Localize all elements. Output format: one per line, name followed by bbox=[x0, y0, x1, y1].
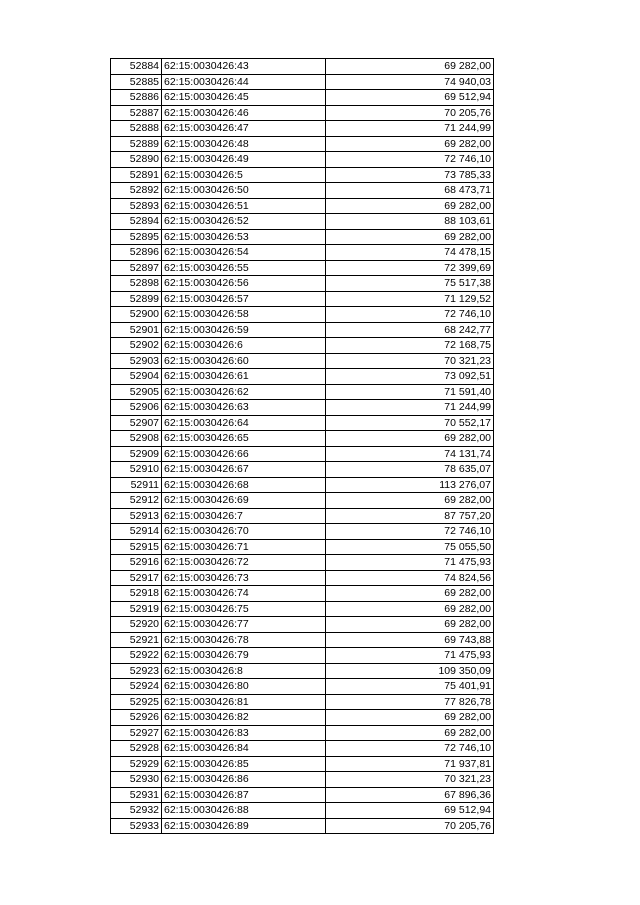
cadastral-number-cell: 62:15:0030426:87 bbox=[162, 787, 326, 803]
value-cell: 69 282,00 bbox=[326, 493, 494, 509]
row-id-cell: 52931 bbox=[111, 787, 162, 803]
cadastral-number-cell: 62:15:0030426:70 bbox=[162, 524, 326, 540]
table-row bbox=[111, 663, 494, 679]
value-cell: 71 591,40 bbox=[326, 384, 494, 400]
row-id-cell: 52885 bbox=[111, 74, 162, 90]
row-id-cell: 52886 bbox=[111, 90, 162, 106]
cadastral-number-cell: 62:15:0030426:54 bbox=[162, 245, 326, 261]
table-row bbox=[111, 338, 494, 354]
value-cell: 69 512,94 bbox=[326, 90, 494, 106]
row-id-cell: 52917 bbox=[111, 570, 162, 586]
cadastral-number-cell: 62:15:0030426:79 bbox=[162, 648, 326, 664]
value-cell: 74 131,74 bbox=[326, 446, 494, 462]
value-cell: 69 512,94 bbox=[326, 803, 494, 819]
cadastral-number-cell: 62:15:0030426:5 bbox=[162, 167, 326, 183]
value-cell: 77 826,78 bbox=[326, 694, 494, 710]
row-id-cell: 52889 bbox=[111, 136, 162, 152]
cadastral-value-table bbox=[110, 58, 494, 834]
value-cell: 74 478,15 bbox=[326, 245, 494, 261]
row-id-cell: 52893 bbox=[111, 198, 162, 214]
row-id-cell: 52921 bbox=[111, 632, 162, 648]
table-row bbox=[111, 803, 494, 819]
cadastral-number-cell: 62:15:0030426:53 bbox=[162, 229, 326, 245]
table-body bbox=[111, 59, 494, 834]
cadastral-number-cell: 62:15:0030426:58 bbox=[162, 307, 326, 323]
row-id-cell: 52900 bbox=[111, 307, 162, 323]
table-row bbox=[111, 694, 494, 710]
value-cell: 75 517,38 bbox=[326, 276, 494, 292]
cadastral-number-cell: 62:15:0030426:8 bbox=[162, 663, 326, 679]
value-cell: 72 168,75 bbox=[326, 338, 494, 354]
table-row bbox=[111, 772, 494, 788]
row-id-cell: 52887 bbox=[111, 105, 162, 121]
row-id-cell: 52920 bbox=[111, 617, 162, 633]
value-cell: 75 055,50 bbox=[326, 539, 494, 555]
table-row bbox=[111, 245, 494, 261]
table-row bbox=[111, 462, 494, 478]
table-row bbox=[111, 183, 494, 199]
cadastral-number-cell: 62:15:0030426:64 bbox=[162, 415, 326, 431]
value-cell: 72 746,10 bbox=[326, 152, 494, 168]
value-cell: 71 937,81 bbox=[326, 756, 494, 772]
row-id-cell: 52932 bbox=[111, 803, 162, 819]
value-cell: 70 321,23 bbox=[326, 353, 494, 369]
table-row bbox=[111, 384, 494, 400]
cadastral-number-cell: 62:15:0030426:47 bbox=[162, 121, 326, 137]
value-cell: 72 746,10 bbox=[326, 524, 494, 540]
value-cell: 75 401,91 bbox=[326, 679, 494, 695]
cadastral-number-cell: 62:15:0030426:77 bbox=[162, 617, 326, 633]
table-row bbox=[111, 214, 494, 230]
value-cell: 68 473,71 bbox=[326, 183, 494, 199]
table-row bbox=[111, 276, 494, 292]
table-row bbox=[111, 632, 494, 648]
row-id-cell: 52926 bbox=[111, 710, 162, 726]
row-id-cell: 52912 bbox=[111, 493, 162, 509]
cadastral-number-cell: 62:15:0030426:75 bbox=[162, 601, 326, 617]
row-id-cell: 52929 bbox=[111, 756, 162, 772]
row-id-cell: 52901 bbox=[111, 322, 162, 338]
table-row bbox=[111, 648, 494, 664]
row-id-cell: 52903 bbox=[111, 353, 162, 369]
cadastral-number-cell: 62:15:0030426:57 bbox=[162, 291, 326, 307]
row-id-cell: 52924 bbox=[111, 679, 162, 695]
cadastral-number-cell: 62:15:0030426:52 bbox=[162, 214, 326, 230]
cadastral-number-cell: 62:15:0030426:65 bbox=[162, 431, 326, 447]
row-id-cell: 52891 bbox=[111, 167, 162, 183]
table-row bbox=[111, 725, 494, 741]
value-cell: 70 321,23 bbox=[326, 772, 494, 788]
table-row bbox=[111, 601, 494, 617]
table-row bbox=[111, 260, 494, 276]
row-id-cell: 52918 bbox=[111, 586, 162, 602]
value-cell: 69 282,00 bbox=[326, 431, 494, 447]
table-row bbox=[111, 524, 494, 540]
value-cell: 69 282,00 bbox=[326, 136, 494, 152]
table-row bbox=[111, 307, 494, 323]
table-row bbox=[111, 586, 494, 602]
value-cell: 74 824,56 bbox=[326, 570, 494, 586]
row-id-cell: 52930 bbox=[111, 772, 162, 788]
cadastral-number-cell: 62:15:0030426:80 bbox=[162, 679, 326, 695]
value-cell: 69 282,00 bbox=[326, 59, 494, 75]
row-id-cell: 52916 bbox=[111, 555, 162, 571]
cadastral-number-cell: 62:15:0030426:56 bbox=[162, 276, 326, 292]
cadastral-number-cell: 62:15:0030426:74 bbox=[162, 586, 326, 602]
value-cell: 88 103,61 bbox=[326, 214, 494, 230]
value-cell: 71 244,99 bbox=[326, 121, 494, 137]
row-id-cell: 52894 bbox=[111, 214, 162, 230]
table-row bbox=[111, 152, 494, 168]
cadastral-number-cell: 62:15:0030426:59 bbox=[162, 322, 326, 338]
table-row bbox=[111, 508, 494, 524]
value-cell: 113 276,07 bbox=[326, 477, 494, 493]
row-id-cell: 52915 bbox=[111, 539, 162, 555]
cadastral-number-cell: 62:15:0030426:89 bbox=[162, 818, 326, 834]
cadastral-number-cell: 62:15:0030426:48 bbox=[162, 136, 326, 152]
table-row bbox=[111, 353, 494, 369]
value-cell: 71 129,52 bbox=[326, 291, 494, 307]
cadastral-number-cell: 62:15:0030426:66 bbox=[162, 446, 326, 462]
row-id-cell: 52898 bbox=[111, 276, 162, 292]
table-row bbox=[111, 431, 494, 447]
cadastral-number-cell: 62:15:0030426:61 bbox=[162, 369, 326, 385]
row-id-cell: 52914 bbox=[111, 524, 162, 540]
row-id-cell: 52922 bbox=[111, 648, 162, 664]
cadastral-number-cell: 62:15:0030426:67 bbox=[162, 462, 326, 478]
row-id-cell: 52892 bbox=[111, 183, 162, 199]
row-id-cell: 52888 bbox=[111, 121, 162, 137]
table-row bbox=[111, 59, 494, 75]
cadastral-number-cell: 62:15:0030426:63 bbox=[162, 400, 326, 416]
value-cell: 69 282,00 bbox=[326, 725, 494, 741]
value-cell: 73 092,51 bbox=[326, 369, 494, 385]
row-id-cell: 52919 bbox=[111, 601, 162, 617]
row-id-cell: 52913 bbox=[111, 508, 162, 524]
cadastral-number-cell: 62:15:0030426:83 bbox=[162, 725, 326, 741]
row-id-cell: 52884 bbox=[111, 59, 162, 75]
table-row bbox=[111, 400, 494, 416]
cadastral-number-cell: 62:15:0030426:85 bbox=[162, 756, 326, 772]
value-cell: 67 896,36 bbox=[326, 787, 494, 803]
row-id-cell: 52897 bbox=[111, 260, 162, 276]
row-id-cell: 52904 bbox=[111, 369, 162, 385]
cadastral-number-cell: 62:15:0030426:46 bbox=[162, 105, 326, 121]
value-cell: 71 475,93 bbox=[326, 648, 494, 664]
cadastral-number-cell: 62:15:0030426:88 bbox=[162, 803, 326, 819]
row-id-cell: 52895 bbox=[111, 229, 162, 245]
cadastral-number-cell: 62:15:0030426:45 bbox=[162, 90, 326, 106]
row-id-cell: 52907 bbox=[111, 415, 162, 431]
table-row bbox=[111, 322, 494, 338]
row-id-cell: 52909 bbox=[111, 446, 162, 462]
table-row bbox=[111, 493, 494, 509]
cadastral-number-cell: 62:15:0030426:51 bbox=[162, 198, 326, 214]
table-row bbox=[111, 446, 494, 462]
value-cell: 71 475,93 bbox=[326, 555, 494, 571]
value-cell: 69 282,00 bbox=[326, 586, 494, 602]
value-cell: 74 940,03 bbox=[326, 74, 494, 90]
table-row bbox=[111, 291, 494, 307]
table-row bbox=[111, 105, 494, 121]
cadastral-number-cell: 62:15:0030426:86 bbox=[162, 772, 326, 788]
cadastral-number-cell: 62:15:0030426:68 bbox=[162, 477, 326, 493]
value-cell: 69 282,00 bbox=[326, 198, 494, 214]
cadastral-number-cell: 62:15:0030426:49 bbox=[162, 152, 326, 168]
cadastral-number-cell: 62:15:0030426:84 bbox=[162, 741, 326, 757]
value-cell: 69 282,00 bbox=[326, 601, 494, 617]
table-row bbox=[111, 74, 494, 90]
row-id-cell: 52905 bbox=[111, 384, 162, 400]
value-cell: 78 635,07 bbox=[326, 462, 494, 478]
data-sheet bbox=[110, 58, 494, 834]
table-row bbox=[111, 539, 494, 555]
cadastral-number-cell: 62:15:0030426:50 bbox=[162, 183, 326, 199]
table-row bbox=[111, 198, 494, 214]
value-cell: 69 282,00 bbox=[326, 710, 494, 726]
value-cell: 70 552,17 bbox=[326, 415, 494, 431]
table-row bbox=[111, 818, 494, 834]
row-id-cell: 52906 bbox=[111, 400, 162, 416]
row-id-cell: 52928 bbox=[111, 741, 162, 757]
cadastral-number-cell: 62:15:0030426:44 bbox=[162, 74, 326, 90]
value-cell: 71 244,99 bbox=[326, 400, 494, 416]
row-id-cell: 52902 bbox=[111, 338, 162, 354]
value-cell: 72 746,10 bbox=[326, 307, 494, 323]
cadastral-number-cell: 62:15:0030426:82 bbox=[162, 710, 326, 726]
table-row bbox=[111, 415, 494, 431]
value-cell: 68 242,77 bbox=[326, 322, 494, 338]
value-cell: 109 350,09 bbox=[326, 663, 494, 679]
table-row bbox=[111, 710, 494, 726]
table-row bbox=[111, 90, 494, 106]
row-id-cell: 52890 bbox=[111, 152, 162, 168]
table-row bbox=[111, 756, 494, 772]
table-row bbox=[111, 136, 494, 152]
cadastral-number-cell: 62:15:0030426:60 bbox=[162, 353, 326, 369]
row-id-cell: 52899 bbox=[111, 291, 162, 307]
table-row bbox=[111, 787, 494, 803]
value-cell: 73 785,33 bbox=[326, 167, 494, 183]
row-id-cell: 52925 bbox=[111, 694, 162, 710]
value-cell: 69 743,88 bbox=[326, 632, 494, 648]
row-id-cell: 52927 bbox=[111, 725, 162, 741]
value-cell: 87 757,20 bbox=[326, 508, 494, 524]
cadastral-number-cell: 62:15:0030426:71 bbox=[162, 539, 326, 555]
table-row bbox=[111, 555, 494, 571]
cadastral-number-cell: 62:15:0030426:55 bbox=[162, 260, 326, 276]
cadastral-number-cell: 62:15:0030426:81 bbox=[162, 694, 326, 710]
table-row bbox=[111, 477, 494, 493]
value-cell: 72 746,10 bbox=[326, 741, 494, 757]
cadastral-number-cell: 62:15:0030426:62 bbox=[162, 384, 326, 400]
cadastral-number-cell: 62:15:0030426:73 bbox=[162, 570, 326, 586]
cadastral-number-cell: 62:15:0030426:72 bbox=[162, 555, 326, 571]
row-id-cell: 52933 bbox=[111, 818, 162, 834]
cadastral-number-cell: 62:15:0030426:6 bbox=[162, 338, 326, 354]
table-row bbox=[111, 121, 494, 137]
cadastral-number-cell: 62:15:0030426:78 bbox=[162, 632, 326, 648]
row-id-cell: 52911 bbox=[111, 477, 162, 493]
table-row bbox=[111, 229, 494, 245]
row-id-cell: 52923 bbox=[111, 663, 162, 679]
table-row bbox=[111, 369, 494, 385]
table-row bbox=[111, 167, 494, 183]
table-row bbox=[111, 617, 494, 633]
value-cell: 70 205,76 bbox=[326, 105, 494, 121]
value-cell: 69 282,00 bbox=[326, 229, 494, 245]
table-row bbox=[111, 741, 494, 757]
table-row bbox=[111, 570, 494, 586]
row-id-cell: 52910 bbox=[111, 462, 162, 478]
table-row bbox=[111, 679, 494, 695]
value-cell: 72 399,69 bbox=[326, 260, 494, 276]
cadastral-number-cell: 62:15:0030426:69 bbox=[162, 493, 326, 509]
cadastral-number-cell: 62:15:0030426:7 bbox=[162, 508, 326, 524]
row-id-cell: 52908 bbox=[111, 431, 162, 447]
cadastral-number-cell: 62:15:0030426:43 bbox=[162, 59, 326, 75]
value-cell: 69 282,00 bbox=[326, 617, 494, 633]
value-cell: 70 205,76 bbox=[326, 818, 494, 834]
row-id-cell: 52896 bbox=[111, 245, 162, 261]
